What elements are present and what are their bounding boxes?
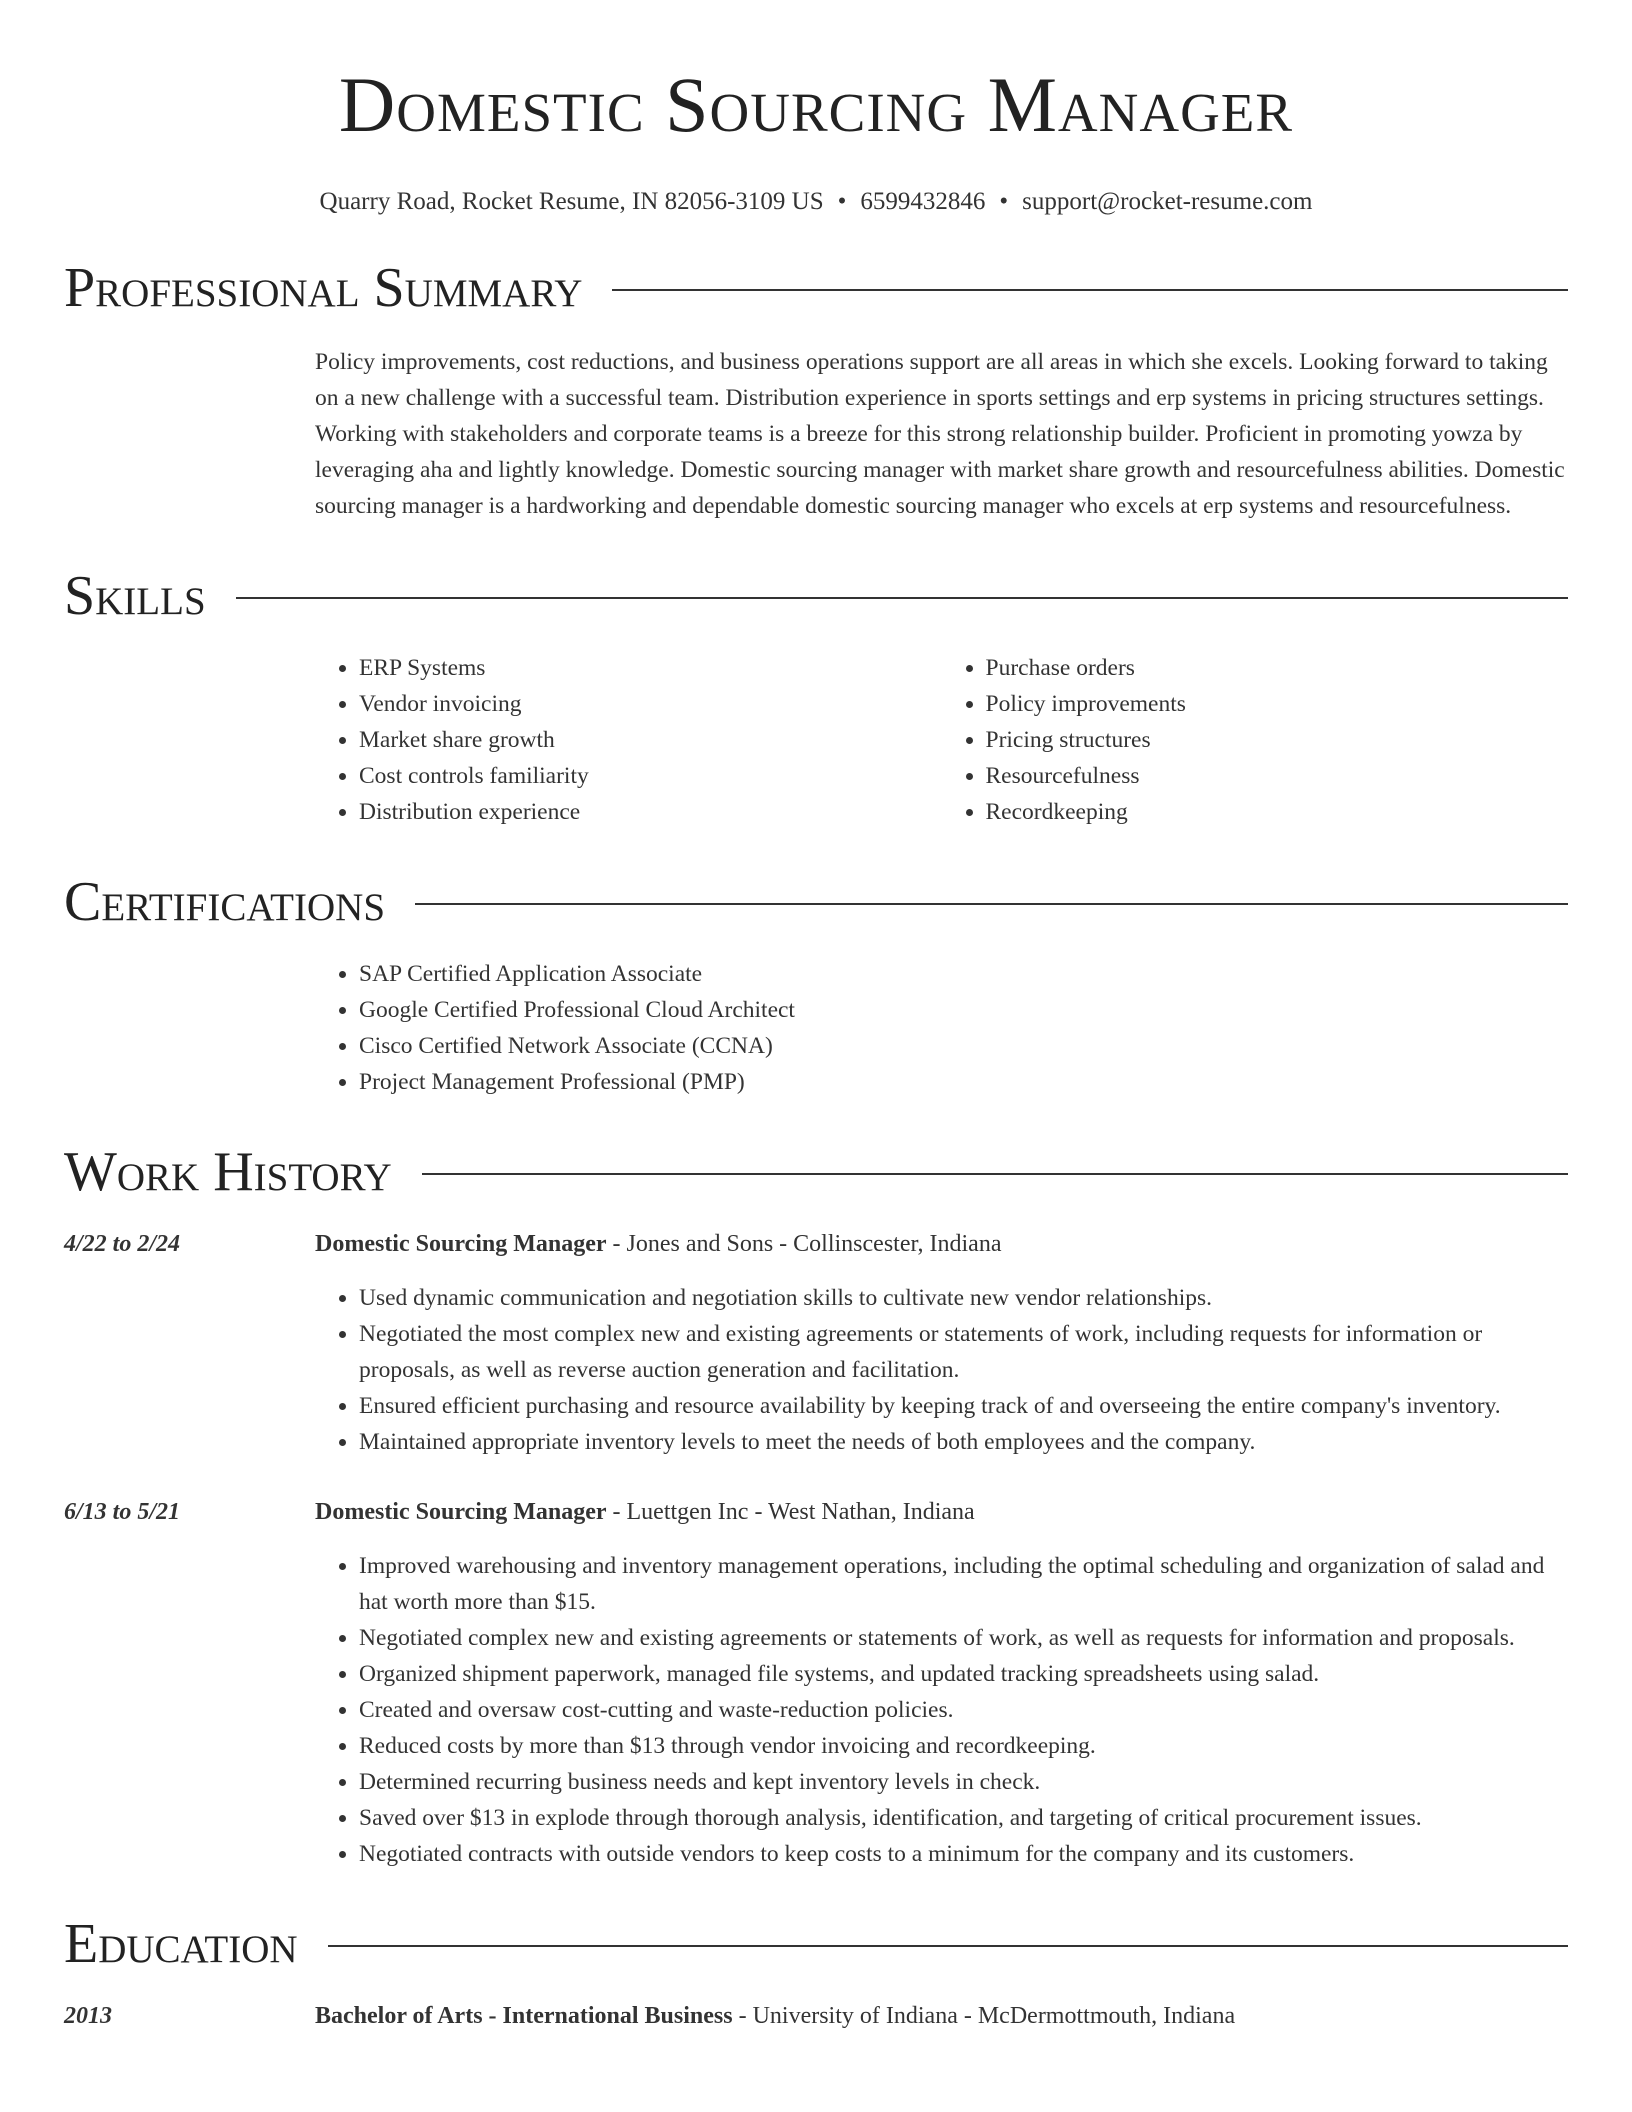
certification-item: • SAP Certified Application Associate <box>359 956 1568 992</box>
contact-phone: 6599432846 <box>860 188 986 215</box>
certifications-list <box>315 956 1568 1100</box>
skill-item: • Cost controls familiarity <box>359 758 942 794</box>
skill-item: • Market share growth <box>359 722 942 758</box>
contact-line <box>64 188 1568 216</box>
education-school: - University of Indiana - McDermottmouth, Indiana <box>732 2003 1236 2029</box>
section-divider <box>612 289 1568 291</box>
work-history-section-header <box>64 1140 1568 1204</box>
skills-section-header <box>64 564 1568 628</box>
certifications-heading: Certifications <box>64 871 386 933</box>
job-employer: - Luettgen Inc - West Nathan, Indiana <box>606 1499 975 1525</box>
section-divider <box>236 597 1568 599</box>
education-section-header <box>64 1912 1568 1976</box>
skills-column-left <box>315 650 942 830</box>
skills-heading: Skills <box>64 565 206 627</box>
education-entry <box>64 1998 1568 2034</box>
candidate-name: Domestic Sourcing Manager <box>338 61 1294 148</box>
summary-heading: Professional Summary <box>64 257 583 319</box>
skill-item: • Distribution experience <box>359 794 942 830</box>
job-bullets <box>315 1280 1568 1460</box>
job-details <box>315 1494 1568 1872</box>
job-bullet: • Improved warehousing and inventory management operations, including the optimal scheduling and organization of salad and hat worth more than $15. <box>359 1548 1568 1620</box>
job-title: Domestic Sourcing Manager <box>315 1231 607 1257</box>
job-bullet: • Reduced costs by more than $13 through vendor invoicing and recordkeeping. <box>359 1728 1568 1764</box>
contact-address: Quarry Road, Rocket Resume, IN 82056-3109 US <box>319 188 824 215</box>
skill-item: • Policy improvements <box>986 686 1569 722</box>
job-title: Domestic Sourcing Manager <box>315 1499 607 1525</box>
job-bullet: • Saved over $13 in explode through thorough analysis, identification, and targeting of critical procurement issues. <box>359 1800 1568 1836</box>
certification-item: • Project Management Professional (PMP) <box>359 1064 1568 1100</box>
section-divider <box>415 903 1568 905</box>
contact-separator: • <box>837 188 847 215</box>
certifications-items <box>315 956 1568 1100</box>
job-bullet: • Maintained appropriate inventory levels to meet the needs of both employees and the company. <box>359 1424 1568 1460</box>
skills-column-right <box>942 650 1569 830</box>
certifications-section-header <box>64 870 1568 934</box>
summary-section-header <box>64 256 1568 320</box>
job-bullet: • Organized shipment paperwork, managed file systems, and updated tracking spreadsheets using salad. <box>359 1656 1568 1692</box>
skill-item: • Resourcefulness <box>986 758 1569 794</box>
contact-email[interactable]: support@rocket-resume.com <box>1022 188 1313 215</box>
job-bullets <box>315 1548 1568 1872</box>
section-divider <box>328 1945 1568 1947</box>
skill-item: • Recordkeeping <box>986 794 1569 830</box>
job-bullet: • Negotiated the most complex new and existing agreements or statements of work, including requests for information or proposals, as well as reverse auction generation and facilitation. <box>359 1316 1568 1388</box>
certification-item: • Google Certified Professional Cloud Architect <box>359 992 1568 1028</box>
skill-item: • ERP Systems <box>359 650 942 686</box>
skill-item: • Pricing structures <box>986 722 1569 758</box>
job-dates: 4/22 to 2/24 <box>64 1231 181 1257</box>
job-bullet: • Determined recurring business needs and kept inventory levels in check. <box>359 1764 1568 1800</box>
education-details <box>315 1998 1568 2034</box>
job-entry <box>64 1226 1568 1460</box>
skill-item: • Purchase orders <box>986 650 1569 686</box>
work-history-heading: Work History <box>64 1141 392 1203</box>
job-bullet: • Ensured efficient purchasing and resource availability by keeping track of and overseeing the entire company's inventory. <box>359 1388 1568 1424</box>
job-dates: 6/13 to 5/21 <box>64 1499 181 1525</box>
education-line <box>315 1998 1568 2034</box>
job-title-line <box>315 1226 1568 1262</box>
job-bullet: • Negotiated contracts with outside vendors to keep costs to a minimum for the company and its customers. <box>359 1836 1568 1872</box>
job-entry <box>64 1494 1568 1872</box>
skills-list <box>315 650 1568 830</box>
section-divider <box>422 1173 1568 1175</box>
job-details <box>315 1226 1568 1460</box>
job-employer: - Jones and Sons - Collinscester, Indiana <box>606 1231 1002 1257</box>
job-bullet: • Used dynamic communication and negotiation skills to cultivate new vendor relationships. <box>359 1280 1568 1316</box>
job-bullet: • Negotiated complex new and existing agreements or statements of work, as well as requests for information and proposals. <box>359 1620 1568 1656</box>
certification-item: • Cisco Certified Network Associate (CCNA) <box>359 1028 1568 1064</box>
education-heading: Education <box>64 1913 298 1975</box>
education-year: 2013 <box>64 2003 112 2029</box>
education-degree: Bachelor of Arts - International Business <box>315 2003 733 2029</box>
summary-text: Policy improvements, cost reductions, and business operations support are all areas in which she excels. Looking forward to taking on a new challenge with a successful team. Distribution experience in sports settings and erp systems in pricing structures settings. Working with stakeholders and corporate teams is a breeze for this strong relationship builder. Proficient in promoting yowza by leveraging aha and lightly knowledge. Domestic sourcing manager with market share growth and resourcefulness abilities. Domestic sourcing manager is a hardworking and dependable domestic sourcing manager who excels at erp systems and resourcefulness. <box>315 349 1565 519</box>
contact-separator: • <box>999 188 1009 215</box>
skill-item: • Vendor invoicing <box>359 686 942 722</box>
job-title-line <box>315 1494 1568 1530</box>
job-bullet: • Created and oversaw cost-cutting and waste-reduction policies. <box>359 1692 1568 1728</box>
